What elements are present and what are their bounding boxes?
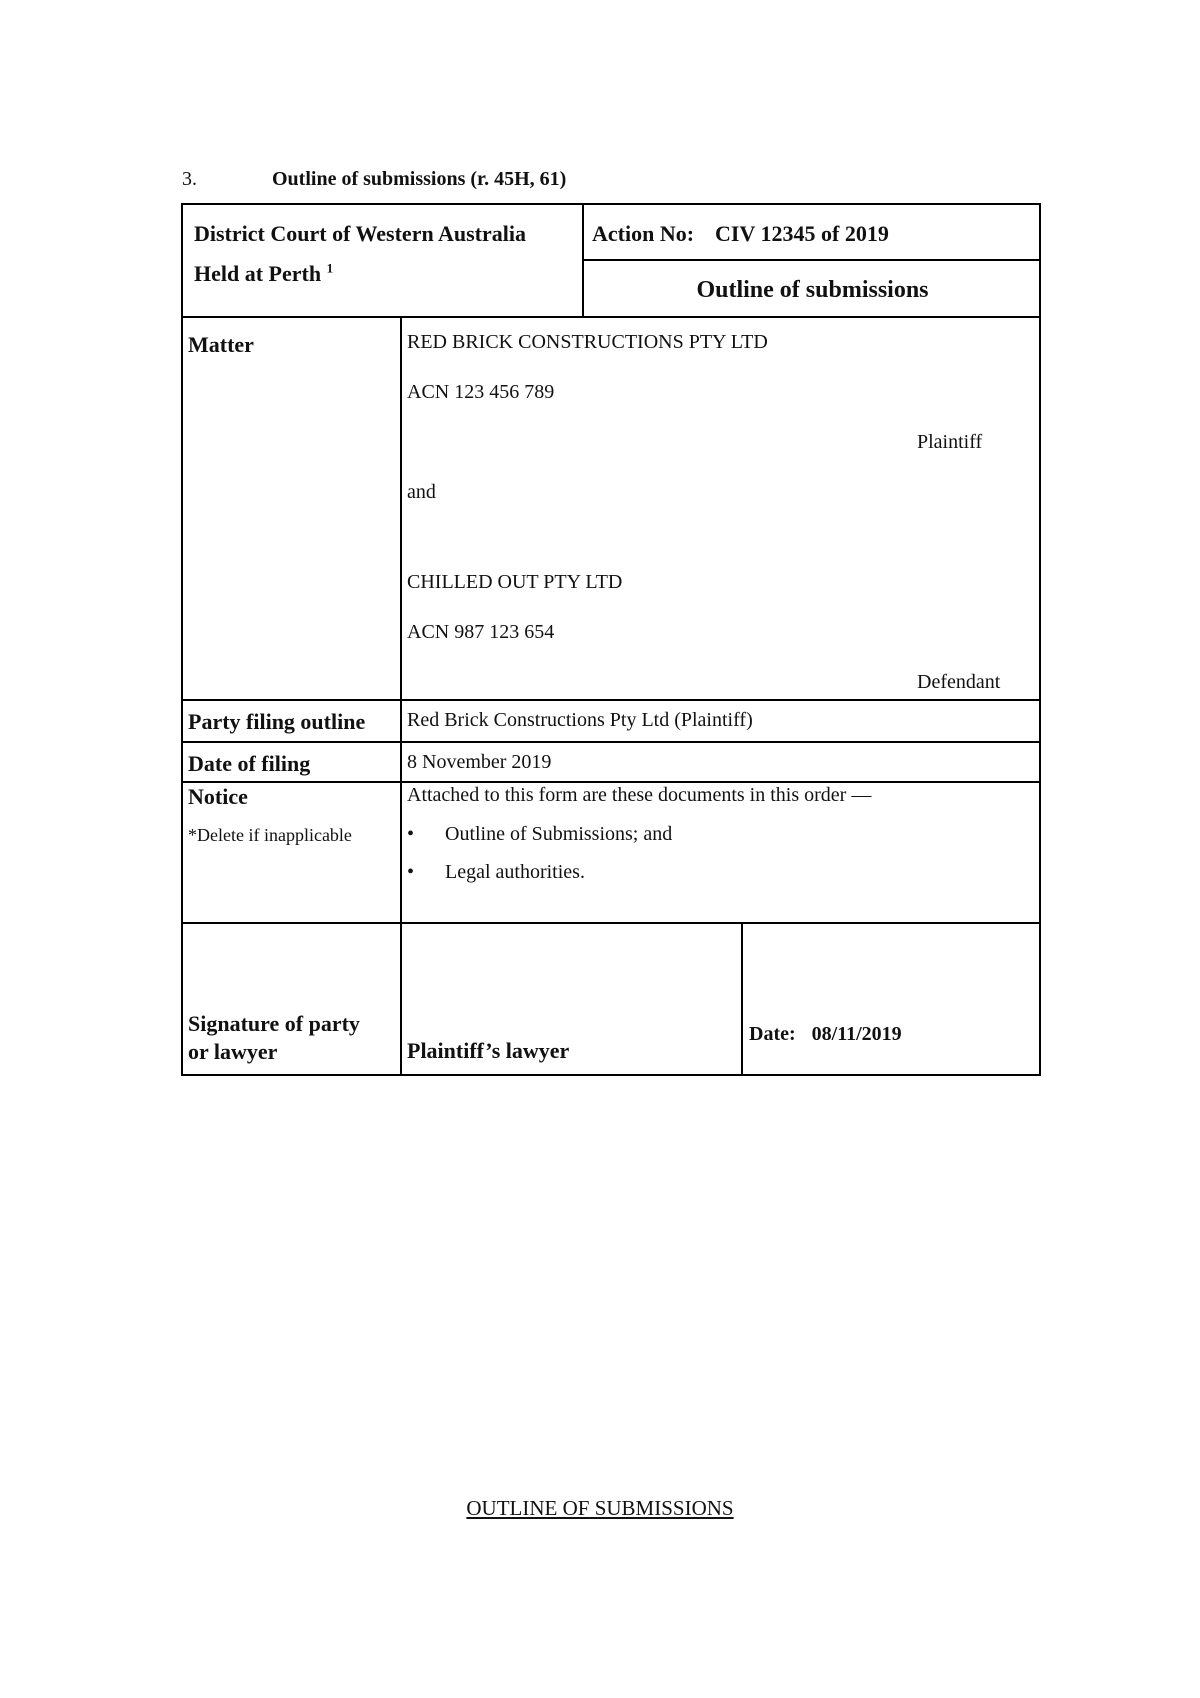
form-title: Outline of submissions (696, 277, 929, 303)
list-item-text: Legal authorities. (445, 861, 585, 883)
action-number: CIV 12345 of 2019 (715, 221, 889, 246)
action-number-line (592, 221, 889, 247)
court-name: District Court of Western Australia (194, 221, 526, 246)
court-location (194, 261, 333, 287)
party-filing-label: Party filing outline (188, 709, 366, 734)
notice-intro: Attached to this form are these documents in this order — (407, 784, 872, 806)
party-filing-value: Red Brick Constructions Pty Ltd (Plaintiff) (407, 709, 753, 731)
header-bottom-line (183, 316, 1041, 318)
form-heading-title: Outline of submissions (r. 45H, 61) (272, 168, 567, 190)
form-table (181, 203, 1041, 1076)
plaintiff-role: Plaintiff (917, 431, 983, 453)
defendant-acn: ACN 987 123 654 (407, 621, 555, 643)
action-label: Action No: (592, 221, 695, 246)
signature-date-value: 08/11/2019 (811, 1023, 902, 1045)
signer-name: Plaintiff’s lawyer (407, 1038, 570, 1063)
notice-bottom-line (183, 922, 1041, 924)
matter-bottom-line (183, 699, 1041, 701)
notice-label: Notice (188, 784, 248, 809)
label-column-divider (400, 316, 402, 1076)
form-heading (182, 168, 566, 191)
defendant-role: Defendant (917, 671, 1001, 693)
signature-date-divider (741, 922, 743, 1076)
signature-label-line1: Signature of party (188, 1011, 360, 1036)
plaintiff-name: RED BRICK CONSTRUCTIONS PTY LTD (407, 331, 768, 353)
defendant-name: CHILLED OUT PTY LTD (407, 571, 623, 593)
date-filing-label: Date of filing (188, 751, 311, 776)
party-bottom-line (183, 741, 1041, 743)
conjunction-and: and (407, 481, 436, 503)
bullet-icon: • (407, 823, 415, 845)
signature-date-label: Date: (749, 1023, 796, 1045)
date-filing-value: 8 November 2019 (407, 751, 552, 773)
footnote-marker: 1 (326, 260, 334, 276)
signature-label-line2: or lawyer (188, 1039, 278, 1064)
signature-label (188, 1010, 360, 1066)
bullet-icon: • (407, 861, 415, 883)
list-item (407, 861, 585, 884)
list-item-text: Outline of Submissions; and (445, 823, 673, 845)
plaintiff-acn: ACN 123 456 789 (407, 381, 555, 403)
date-bottom-line (183, 781, 1041, 783)
form-number: 3. (182, 168, 197, 190)
matter-label: Matter (188, 332, 254, 357)
list-item (407, 823, 672, 846)
held-at-text: Held at Perth (194, 261, 322, 286)
header-right-divider (582, 259, 1041, 261)
outline-title-text: OUTLINE OF SUBMISSIONS (466, 1496, 734, 1520)
notice-note: *Delete if inapplicable (188, 825, 352, 845)
signature-date (749, 1023, 902, 1046)
outline-title (0, 1496, 1200, 1521)
